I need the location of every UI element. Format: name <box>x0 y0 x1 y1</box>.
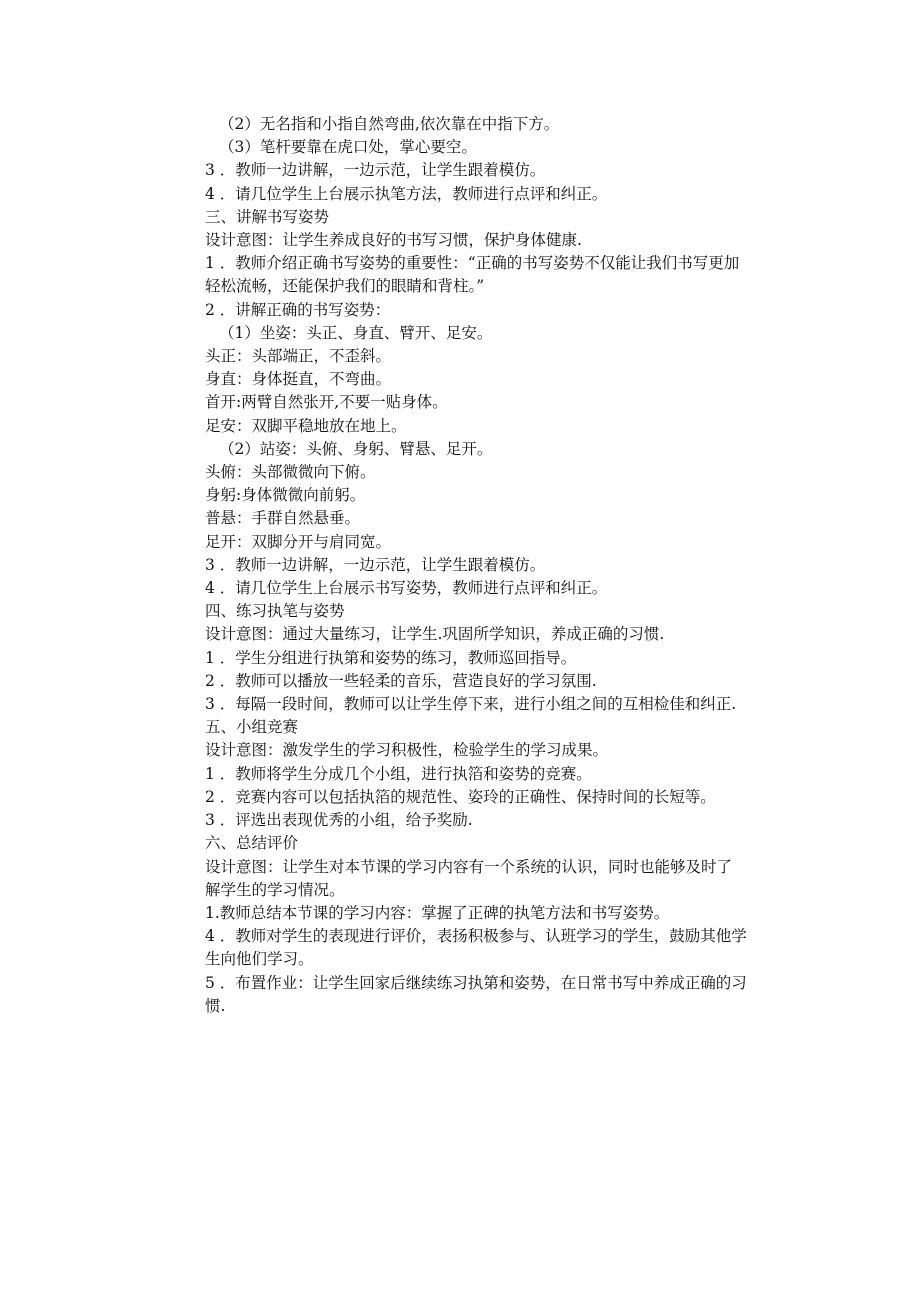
document-body <box>205 113 805 1018</box>
text-line: 身直：身体挺直，不弯曲。 <box>205 370 392 389</box>
text-line: 5 ．布置作业：让学生回家后继续练习执第和姿势，在日常书写中养成正确的习 <box>205 973 747 992</box>
text-line: 2 ．讲解正确的书写姿势： <box>205 300 391 319</box>
text-line: 1 ．教师介绍正确书写姿势的重要性：“正确的书写姿势不仅能让我们书写更加 <box>205 254 740 273</box>
text-line: 足开：双脚分开与肩同宽。 <box>205 532 392 551</box>
text-line: 1 ．学生分组进行执第和姿势的练习，教师巡回指导。 <box>205 648 577 667</box>
text-line: 生向他们学习。 <box>205 950 314 969</box>
text-line: （2）站姿：头俯、身躬、臂悬、足开。 <box>219 439 493 458</box>
section-heading: 五、小组竞赛 <box>205 718 299 737</box>
text-line: （1）坐姿：头正、身直、臂开、足安。 <box>219 323 493 342</box>
text-line: 足安：双脚平稳地放在地上。 <box>205 416 407 435</box>
text-line: 1 ．教师将学生分成几个小组，进行执箔和姿势的竞赛。 <box>205 764 592 783</box>
section-heading: 三、讲解书写姿势 <box>205 207 330 226</box>
section-heading: 四、练习执笔与姿势 <box>205 602 345 621</box>
text-line: 头正：头部端正，不歪斜。 <box>205 347 392 366</box>
text-line: 3 ．教师一边讲解，一边示范，让学生跟着模仿。 <box>205 161 546 180</box>
text-line: （2）无名指和小指自然弯曲,依次靠在中指下方。 <box>219 115 560 133</box>
text-line: 设计意图：通过大量练习，让学生.巩固所学知识，养成正确的习惯. <box>205 625 665 644</box>
text-line: 设计意图：激发学生的学习积极性，检验学生的学习成果。 <box>205 741 609 760</box>
text-line: 4 ．教师对学生的表现进行评价，表扬积极参与、认班学习的学生，鼓励其他学 <box>205 927 747 946</box>
text-line: 1.教师总结本节课的学习内容：掌握了正碑的执笔方法和书写姿势。 <box>205 903 670 922</box>
text-line: 轻松流畅，还能保护我们的眼睛和背柱。” <box>205 277 485 296</box>
text-line: 设计意图：让学生对本节课的学习内容有一个系统的认识，同时也能够及时了 <box>205 857 733 876</box>
text-line: 2 ．教师可以播放一些轻柔的音乐，营造良好的学习氛围. <box>205 671 597 690</box>
section-heading: 六、总结评价 <box>205 834 299 853</box>
text-line: 惯. <box>205 996 226 1015</box>
text-line: 设计意图：让学生养成良好的书写习惯，保护身体健康. <box>205 231 582 250</box>
text-line: 头俯：头部微微向下俯。 <box>205 463 376 482</box>
text-line: 普悬：手群自然悬垂。 <box>205 509 361 528</box>
text-line: 3 ．每隔一段时间，教师可以让学生停下来，进行小组之间的互相检佳和纠正. <box>205 695 737 714</box>
text-line: 4 ．请几位学生上台展示书写姿势，教师进行点评和纠正。 <box>205 579 608 598</box>
text-line: 解学生的学习情况。 <box>205 880 345 899</box>
text-line: 4 ．请几位学生上台展示执笔方法，教师进行点评和纠正。 <box>205 184 608 203</box>
text-line: （3）笔杆要靠在虎口处，掌心要空。 <box>219 138 477 157</box>
text-line: 首开:两臂自然张开,不要一贴身体。 <box>205 393 448 412</box>
text-line: 3 ．评选出表现优秀的小组，给予奖励. <box>205 811 473 830</box>
text-line: 2 ．竞赛内容可以包括执箔的规范性、姿玲的正确性、保持时间的长短等。 <box>205 787 716 806</box>
text-line: 身躬:身体微微向前躬。 <box>205 486 366 505</box>
text-line: 3 ．教师一边讲解，一边示范，让学生跟着模仿。 <box>205 555 546 574</box>
